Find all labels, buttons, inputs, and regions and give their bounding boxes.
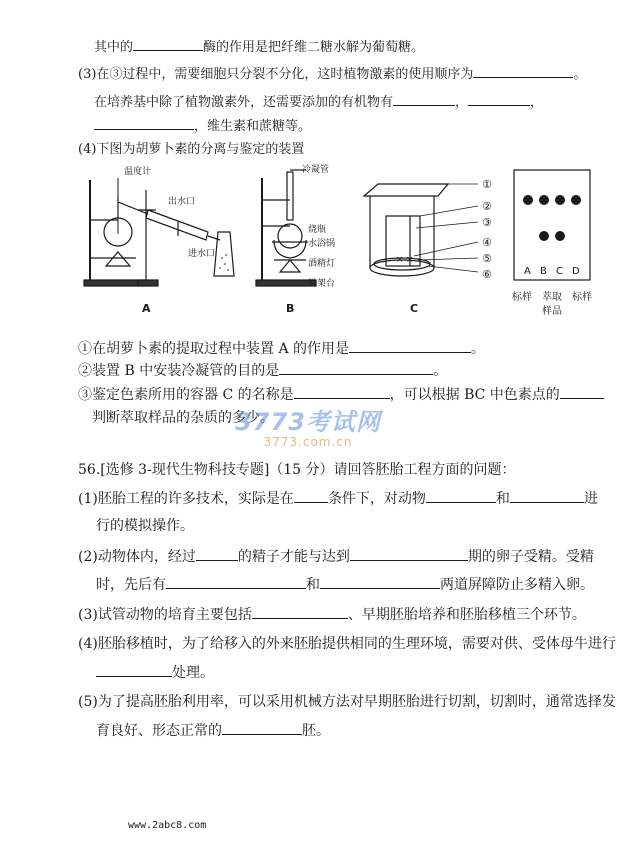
text: 育良好、形态正常的 [96, 723, 222, 739]
answer-blank[interactable] [510, 490, 584, 503]
text: 胚。 [302, 723, 330, 739]
label-a: A [142, 302, 151, 315]
plate-caption-standard-right: 标样 [572, 292, 592, 303]
q55-part3-line1: (3)在③过程中，需要细胞只分裂不分化，这时植物激素的使用顺序为 。 [78, 67, 587, 82]
marker-2: ② [482, 200, 492, 213]
q55-part3-line2: 在培养基中除了植物激素外，还需要添加的有机物有 ， ， [94, 95, 544, 110]
text: 在培养基中除了植物激素外，还需要添加的有机物有 [94, 95, 394, 110]
plate-letter-b: B [540, 266, 547, 277]
q56-part1-line2 [96, 518, 194, 534]
q55-part3-line3 [94, 117, 311, 135]
label-b: B [286, 302, 295, 315]
answer-blank[interactable] [560, 386, 604, 399]
q56-part4 [78, 636, 616, 652]
marker-6: ⑥ [482, 268, 492, 281]
answer-blank[interactable] [166, 576, 306, 589]
answer-blank[interactable] [252, 606, 348, 619]
spot-cross-mark: × [406, 255, 414, 265]
plate-letter-a: A [524, 266, 531, 277]
q56-title [78, 462, 516, 478]
label-c: C [410, 302, 419, 315]
answer-blank[interactable] [279, 362, 433, 375]
answer-blank[interactable] [349, 340, 471, 353]
text: (3)试管动物的培育主要包括 [78, 607, 252, 623]
label-lamp: 酒精灯 [308, 259, 336, 269]
answer-blank[interactable] [294, 490, 328, 503]
answer-blank[interactable] [94, 117, 194, 130]
q56-part5-line2 [96, 722, 330, 739]
text: (4)下图为胡萝卜素的分离与鉴定的装置 [78, 142, 305, 157]
label-thermometer: 温度计 [124, 167, 152, 177]
answer-blank[interactable] [96, 664, 172, 677]
tlc-spots [523, 195, 581, 241]
text: 判断萃取样品的杂质的多少。 [92, 410, 274, 426]
q55-sub2: ②装置 B 中安装冷凝管的目的是 。 [78, 363, 448, 379]
q55-line-enzyme [94, 38, 424, 56]
answer-blank[interactable] [393, 93, 455, 106]
answer-blank[interactable] [196, 548, 238, 561]
marker-5: ⑤ [482, 252, 492, 265]
text: 进 [583, 491, 598, 507]
text: 56.[选修 3-现代生物科技专题]（15 分）请回答胚胎工程方面的问题： [78, 462, 516, 478]
plate-caption-extract: 萃取 [542, 292, 562, 303]
footer-url[interactable]: www.2abc8.com [128, 820, 207, 831]
plate-caption-sample: 样品 [542, 306, 562, 317]
answer-blank[interactable] [426, 490, 496, 503]
answer-blank[interactable] [294, 386, 390, 399]
apparatus-a [84, 178, 234, 286]
text: (3)在③过程中，需要细胞只分裂不分化，这时植物激素的使用顺序为 [78, 67, 474, 82]
tlc-plate [514, 170, 590, 280]
text: (4)胚胎移植时，为了给移入的外来胚胎提供相同的生理环境，需要对供、受体母牛进行 [78, 636, 616, 652]
text: 酶的作用是把纤维二糖水解为葡萄糖。 [203, 40, 425, 55]
text: (5)为了提高胚胎利用率，可以采用机械方法对早期胚胎进行切割，切割时，通常选择发 [78, 694, 616, 710]
q56-part5 [78, 694, 616, 710]
text: ①在胡萝卜素的提取过程中装置 A 的作用是 [78, 341, 350, 357]
label-condenser: 冷凝管 [302, 165, 330, 175]
text: 处理。 [172, 665, 214, 681]
apparatus-b [256, 170, 316, 286]
answer-blank[interactable] [350, 548, 468, 561]
watermark-sub: 3773.com.cn [263, 435, 353, 449]
q56-part3 [78, 606, 586, 623]
q55-sub1: ①在胡萝卜素的提取过程中装置 A 的作用是 。 [78, 341, 486, 357]
q55-sub3 [78, 386, 604, 403]
text: 和 [306, 577, 320, 593]
answer-blank[interactable] [468, 93, 530, 106]
spot-cross-mark: × [396, 255, 404, 265]
marker-3: ③ [482, 216, 492, 229]
text: ③鉴定色素所用的容器 C 的名称是 [78, 387, 294, 403]
text: 条件下，对动物 [327, 491, 426, 507]
answer-blank[interactable] [473, 65, 573, 78]
text: ，维生素和蔗糖等。 [194, 119, 312, 134]
apparatus-c [364, 184, 478, 276]
text: 两道屏障防止多精入卵。 [440, 577, 594, 593]
text: ，可以根据 BC 中色素点的 [389, 387, 560, 403]
label-water-out: 出水口 [168, 197, 196, 207]
text: (1)胚胎工程的许多技术，实际是在 [78, 491, 294, 507]
q56-part4-line2 [96, 664, 214, 681]
text: 的精子才能与达到 [237, 549, 350, 565]
text: ②装置 B 中安装冷凝管的目的是 [78, 363, 280, 379]
text: 时，先后有 [96, 577, 166, 593]
answer-blank[interactable] [320, 576, 440, 589]
q56-part2-line2 [96, 576, 594, 593]
text: 期的卵子受精。受精 [467, 549, 594, 565]
text: 行的模拟操作。 [96, 518, 194, 534]
q56-part2 [78, 548, 594, 565]
label-water-bath: 水浴锅 [308, 239, 336, 249]
text: (2)动物体内，经过 [78, 549, 196, 565]
plate-letter-d: D [572, 266, 580, 277]
apparatus-svg [78, 160, 598, 330]
text: 和 [495, 491, 510, 507]
marker-1: ① [482, 178, 492, 191]
text: 、早期胚胎培养和胚胎移植三个环节。 [347, 607, 586, 623]
label-flask: 烧瓶 [308, 225, 327, 235]
plate-caption-standard-left: 标样 [512, 292, 532, 303]
answer-blank[interactable] [133, 38, 203, 51]
answer-blank[interactable] [222, 722, 302, 735]
watermark-logo [228, 402, 388, 449]
watermark-main: 3773考试网 [235, 408, 381, 436]
label-water-in: 进水口 [188, 249, 216, 259]
plate-letter-c: C [556, 266, 563, 277]
apparatus-figure [78, 160, 598, 330]
label-iron-stand: 铁架台 [308, 279, 336, 289]
q56-part1 [78, 490, 598, 507]
marker-4: ④ [482, 236, 492, 249]
text: 其中的 [94, 40, 134, 55]
q55-part4-title [78, 142, 304, 158]
